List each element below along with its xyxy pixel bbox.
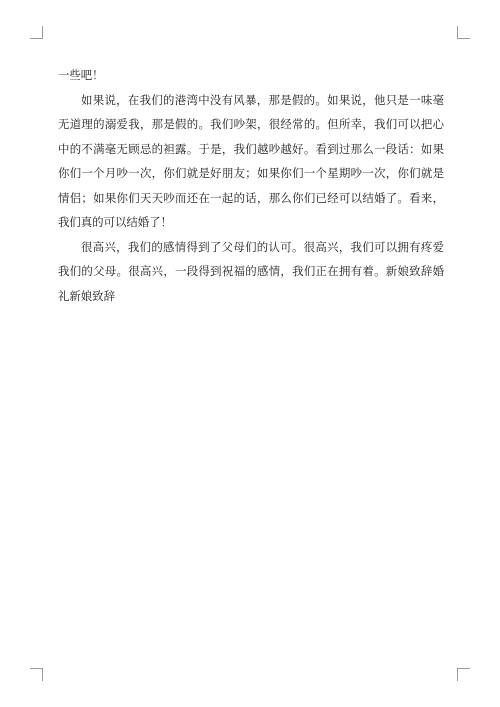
paragraph-2: 如果说，在我们的港湾中没有风暴，那是假的。如果说，他只是一味毫无道理的溺爱我，那是假的。我们吵架，很经常的。但所幸，我们可以把心中的不满毫无顾忌的袒露。于是，我们越吵越好。看到过那么一段话：如果你们一个月吵一次，你们就是好朋友；如果你们一个星期吵一次，你们就是情侣；如果你们天天吵而还在一起的话，那么你们已经可以结婚了。看来，我们真的可以结婚了！ [58, 92, 444, 229]
crop-mark-top-left [30, 26, 43, 39]
crop-mark-top-right [457, 26, 470, 39]
crop-mark-bottom-left [30, 668, 43, 681]
paragraph-3: 很高兴，我们的感情得到了父母们的认可。很高兴，我们可以拥有疼爱我们的父母。很高兴，一段得到祝福的感情，我们正在拥有着。新娘致辞婚礼新娘致辞 [58, 239, 444, 303]
crop-mark-bottom-right [457, 668, 470, 681]
paragraph-1: 一些吧！ [58, 68, 104, 82]
document-body [58, 63, 444, 308]
